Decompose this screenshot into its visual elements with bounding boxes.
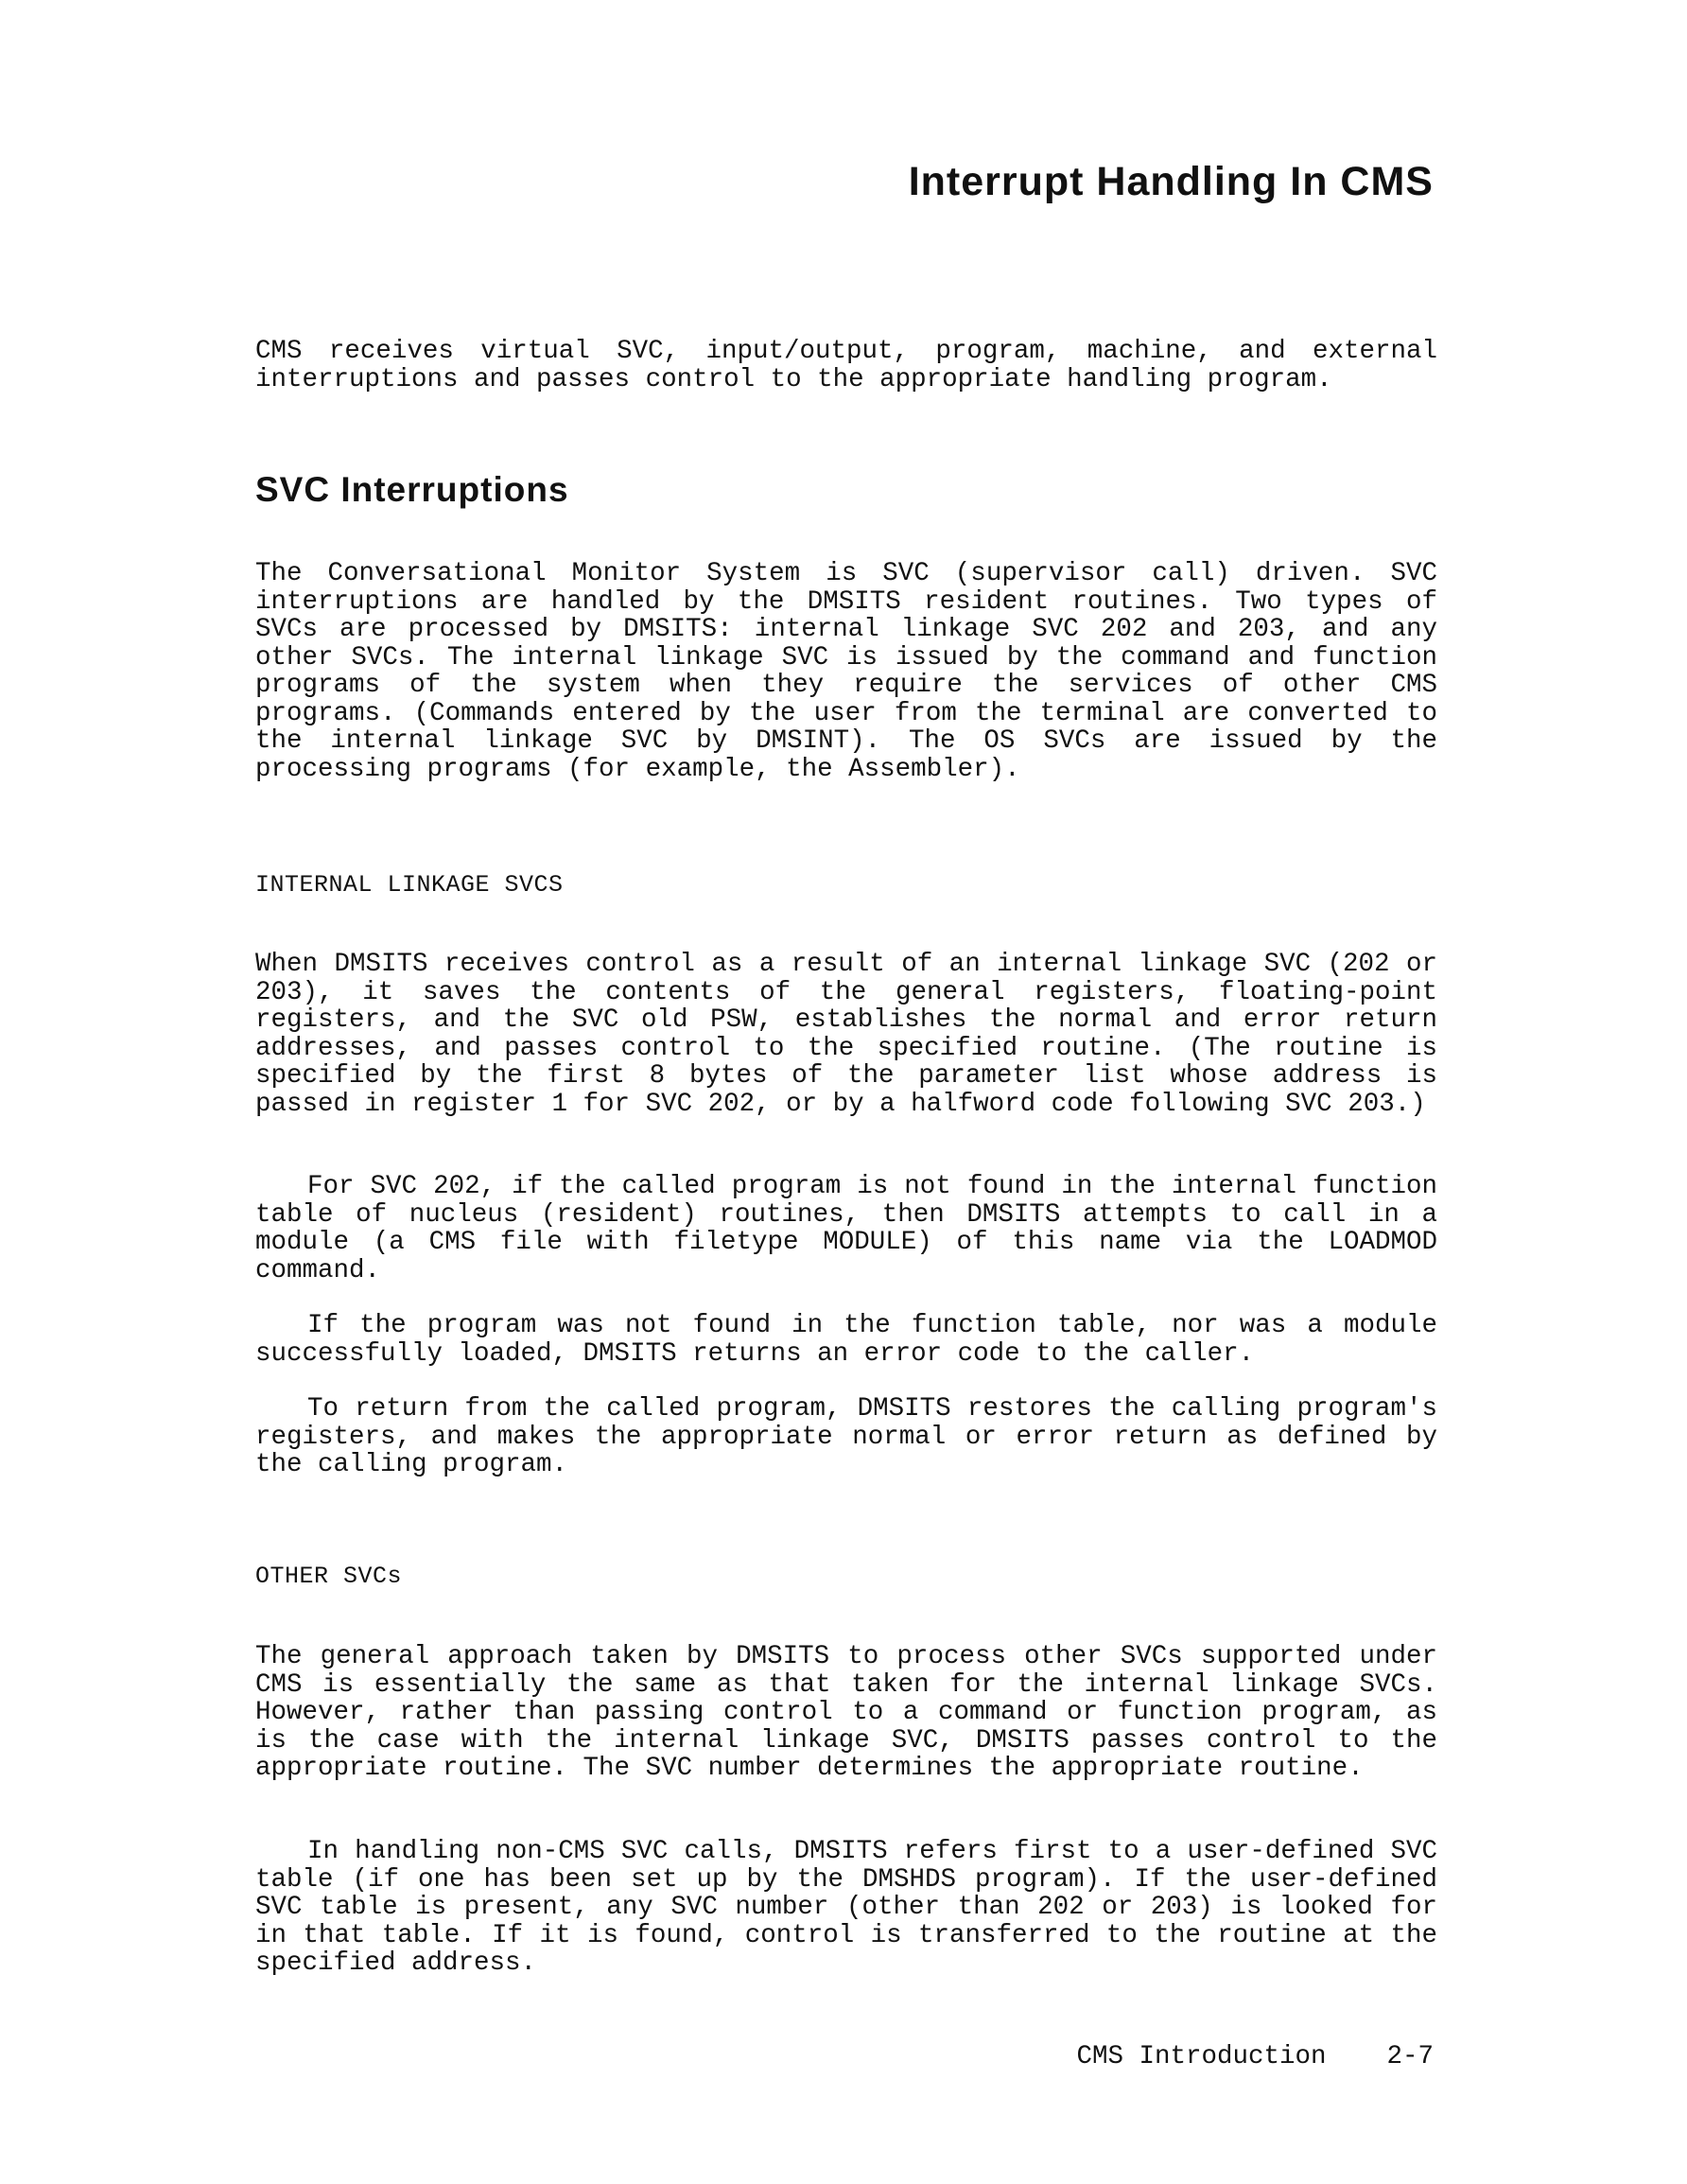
internal-linkage-paragraph-3: If the program was not found in the function table, nor was a module successfully loaded, DMSITS returns an error code to the caller.: [255, 1311, 1437, 1369]
section-heading-svc-interruptions: SVC Interruptions: [255, 470, 569, 509]
internal-linkage-paragraph-4: To return from the called program, DMSITS restores the calling program's registers, and makes the appropriate normal or error return as defined by the calling program.: [255, 1394, 1437, 1479]
page-title: Interrupt Handling In CMS: [908, 159, 1434, 204]
subheading-other-svcs: OTHER SVCs: [255, 1563, 403, 1590]
other-svcs-paragraph-1: The general approach taken by DMSITS to process other SVCs supported under CMS is essentially the same as that taken for the internal linkage SVCs. However, rather than passing control to a command or function program, as is the case with the internal linkage SVC, DMSITS passes control to the appropriate routine. The SVC number determines the appropriate routine.: [255, 1642, 1437, 1783]
page-footer: [1076, 2042, 1434, 2071]
other-svcs-paragraph-2: In handling non-CMS SVC calls, DMSITS refers first to a user-defined SVC table (if one has been set up by the DMSHDS program). If the user-defined SVC table is present, any SVC number (other than 202 or 203) is looked for in that table. If it is found, control is transferred to the routine at the specified address.: [255, 1837, 1437, 1978]
internal-linkage-paragraph-1: When DMSITS receives control as a result of an internal linkage SVC (202 or 203), it saves the contents of the general registers, floating-point registers, and the SVC old PSW, establishes the normal and error return addresses, and passes control to the specified routine. (The routine is specified by the first 8 bytes of the parameter list whose address is passed in register 1 for SVC 202, or by a halfword code following SVC 203.): [255, 950, 1437, 1119]
footer-section-name: CMS Introduction: [1076, 2042, 1327, 2071]
intro-paragraph: CMS receives virtual SVC, input/output, program, machine, and external interruptions and passes control to the appropriate handling program.: [255, 337, 1437, 394]
subheading-internal-linkage-svcs: INTERNAL LINKAGE SVCS: [255, 871, 564, 899]
footer-page-number: 2-7: [1386, 2042, 1434, 2071]
svc-interruptions-paragraph: The Conversational Monitor System is SVC (supervisor call) driven. SVC interruptions are handled by the DMSITS resident routines. Two types of SVCs are processed by DMSITS: internal linkage SVC 202 and 203, and any other SVCs. The internal linkage SVC is issued by the command and function programs of the system when they require the services of other CMS programs. (Commands entered by the user from the terminal are converted to the internal linkage SVC by DMSINT). The OS SVCs are issued by the processing programs (for example, the Assembler).: [255, 559, 1437, 784]
internal-linkage-paragraph-2: For SVC 202, if the called program is not found in the internal function table of nucleus (resident) routines, then DMSITS attempts to call in a module (a CMS file with filetype MODULE) of this name via the LOADMOD command.: [255, 1172, 1437, 1285]
